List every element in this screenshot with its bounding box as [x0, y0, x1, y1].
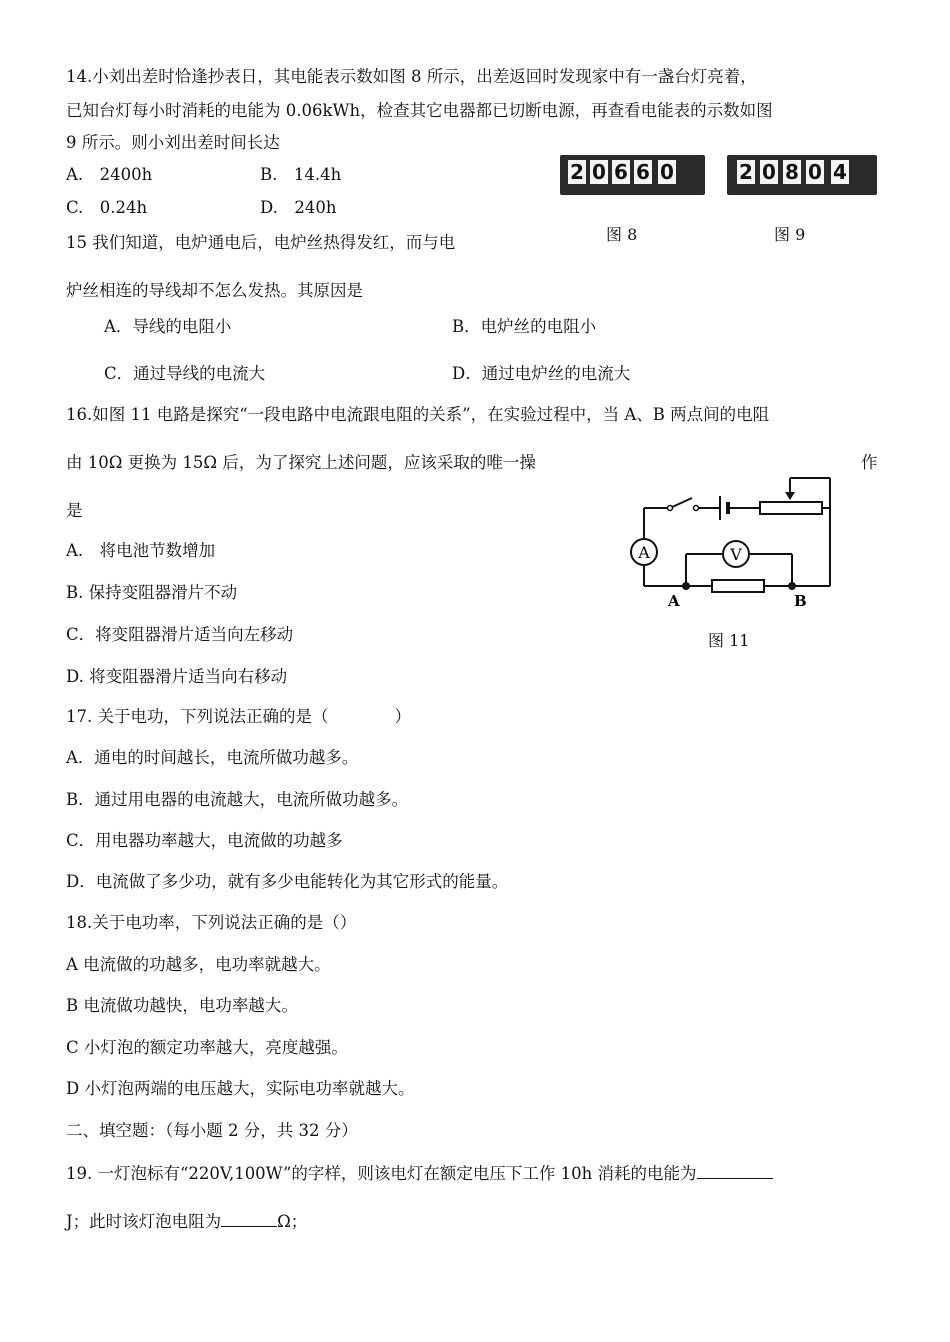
q15-option-d: D．通过电炉丝的电流大 [452, 364, 631, 383]
q16-line1: 16.如图 11 电路是探究“一段电路中电流跟电阻的关系”，在实验过程中，当 A、B 两点间的电阻 [66, 405, 770, 424]
fig11-caption: 图 11 [708, 631, 750, 650]
rheostat-body [760, 502, 822, 514]
fig9-meter [727, 155, 877, 195]
switch-terminal [668, 506, 673, 511]
voltmeter-label: V [730, 545, 742, 564]
q16-option-b: B. 保持变阻器滑片不动 [66, 583, 238, 602]
q17-option-c: C．用电器功率越大，电流做的功越多 [66, 831, 343, 850]
q17-option-b: B．通过用电器的电流越大，电流所做功越多。 [66, 790, 409, 809]
fig9-digit: 2 [737, 160, 755, 184]
q16-option-c: C．将变阻器滑片适当向左移动 [66, 625, 294, 644]
fig9-digit: 0 [760, 160, 778, 184]
q14-line1: 14.小刘出差时恰逢抄表日，其电能表示数如图 8 所示，出差返回时发现家中有一盏台灯亮着， [66, 67, 757, 86]
q14-option-b: B. 14.4h [260, 165, 342, 184]
q16-option-a: A. 将电池节数增加 [66, 541, 216, 560]
section-2-title: 二、填空题：（每小题 2 分，共 32 分） [66, 1121, 358, 1140]
q14-option-a: A. 2400h [66, 165, 153, 184]
q14-line3: 9 所示。则小刘出差时间长达 [66, 133, 280, 152]
answer-blank[interactable] [221, 1210, 277, 1227]
switch-terminal [694, 506, 699, 511]
q16-line3: 是 [66, 501, 83, 520]
q14-line2: 已知台灯每小时消耗的电能为 0.06kWh，检查其它电器都已切断电源，再查看电能表的示数如图 [66, 101, 773, 120]
q17-option-a: A．通电的时间越长，电流所做功越多。 [66, 748, 359, 767]
q18-option-d: D 小灯泡两端的电压越大，实际电功率就越大。 [66, 1079, 415, 1098]
fig9-digit: 4 [829, 160, 849, 184]
q17-line1: 17. 关于电功，下列说法正确的是（ ） [66, 707, 411, 726]
fig8-caption: 图 8 [606, 225, 638, 244]
switch-blade [670, 498, 692, 508]
answer-blank[interactable] [697, 1162, 773, 1179]
fig11-circuit-diagram [620, 468, 850, 613]
q19-line1 [66, 1162, 773, 1185]
ammeter-label: A [638, 543, 650, 562]
q16-option-d: D. 将变阻器滑片适当向右移动 [66, 667, 288, 686]
fig8-digit: 6 [634, 160, 652, 184]
fig8-digit: 2 [568, 160, 586, 184]
q19-text: 19. 一灯泡标有“220V,100W”的字样，则该电灯在额定电压下工作 10h 消耗的电能为 [66, 1164, 697, 1183]
q17-option-d: D．电流做了多少功，就有多少电能转化为其它形式的能量。 [66, 872, 509, 891]
q19-text-2: J；此时该灯泡电阻为 [66, 1212, 222, 1231]
fig9-digit: 0 [806, 160, 824, 184]
fig8-digit: 6 [612, 160, 630, 184]
q16-line2-end: 作 [861, 453, 878, 472]
fig9-caption: 图 9 [774, 225, 806, 244]
q15-line2: 炉丝相连的导线却不怎么发热。其原因是 [66, 281, 363, 300]
q15-option-a: A．导线的电阻小 [104, 317, 232, 336]
q14-option-d: D. 240h [260, 198, 337, 217]
q18-line1: 18.关于电功率，下列说法正确的是（） [66, 913, 357, 932]
resistor-body [712, 580, 764, 592]
fig8-digit: 0 [590, 160, 608, 184]
q19-line2 [66, 1210, 307, 1233]
point-b-label: B [794, 592, 807, 610]
fig8-meter [560, 155, 705, 195]
q15-option-b: B．电炉丝的电阻小 [452, 317, 597, 336]
junction-b-dot [788, 582, 796, 590]
q18-option-c: C 小灯泡的额定功率越大，亮度越强。 [66, 1038, 348, 1057]
fig9-digit: 8 [783, 160, 801, 184]
q15-option-c: C．通过导线的电流大 [104, 364, 266, 383]
slider-arrow-icon [785, 492, 795, 500]
q18-option-a: A 电流做的功越多，电功率就越大。 [66, 955, 331, 974]
point-a-label: A [668, 592, 680, 610]
q16-line2: 由 10Ω 更换为 15Ω 后，为了探究上述问题，应该采取的唯一操 [66, 453, 536, 472]
fig8-digit: 0 [656, 160, 676, 184]
q18-option-b: B 电流做功越快，电功率越大。 [66, 996, 298, 1015]
q19-unit: Ω； [277, 1212, 308, 1231]
q14-option-c: C. 0.24h [66, 198, 148, 217]
junction-a-dot [682, 582, 690, 590]
q15-line1: 15 我们知道，电炉通电后，电炉丝热得发红，而与电 [66, 233, 456, 252]
